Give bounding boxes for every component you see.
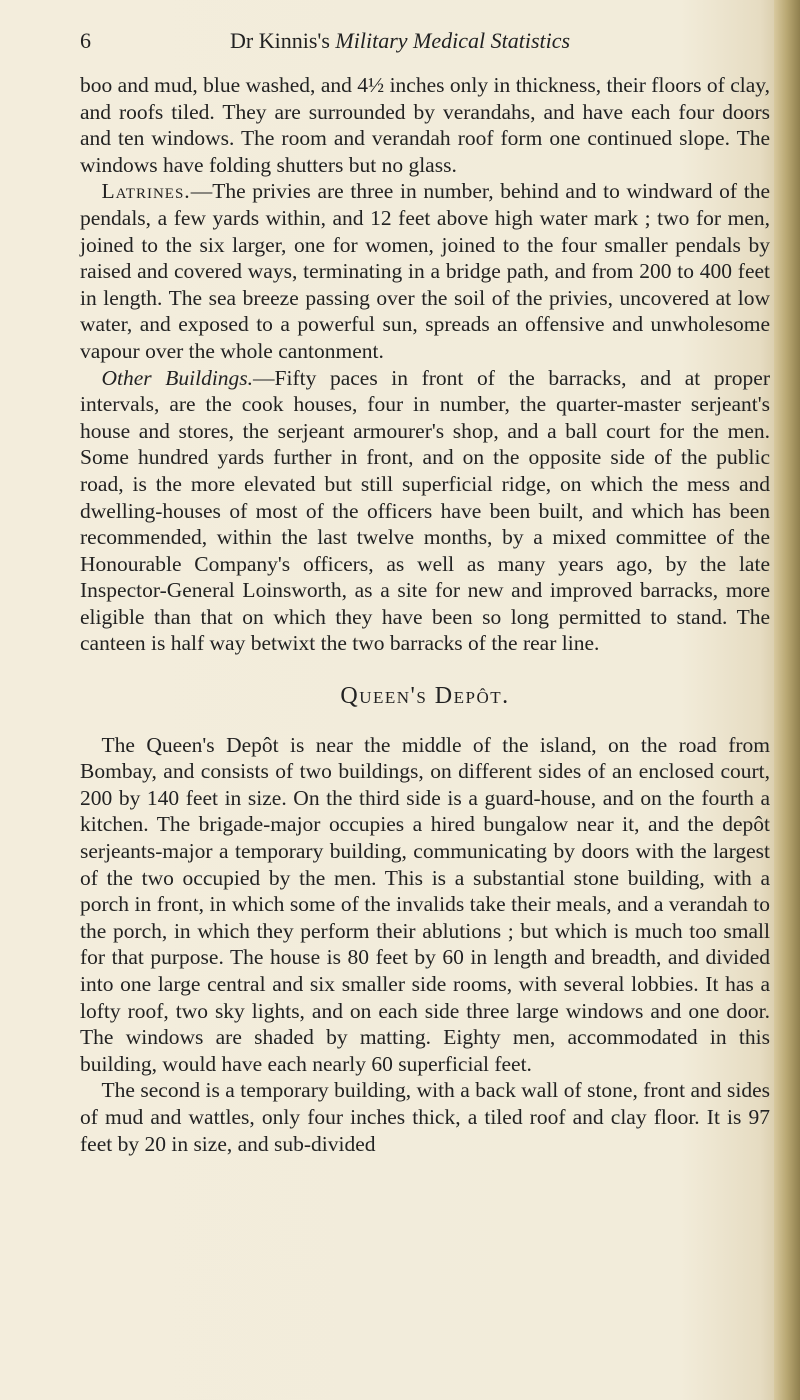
- depot-text-1: The Queen's Depôt is near the middle of the island, on the road from Bombay, and consists of two buildings, on different sides of an enclosed court, 200 by 140 feet in size. On the third side is a guard-house, and on the fourth a kitchen. The brigade-major occupies a hired bungalow near it, and the depôt serjeants-major a temporary building, communicating by doors with the largest of the two occupied by the men. This is a substantial stone building, with a porch in front, in which some of the invalids take their meals, and a verandah to the porch, in which they perform their ablutions ; but which is much too small for that purpose. The house is 80 feet by 60 in length and breadth, and divided into one large central and six smaller side rooms, with several lobbies. It has a lofty roof, two sky lights, and on each side three large windows and one door. The windows are shaded by matting. Eighty men, accommodated in this building, would have each nearly 60 superficial feet.: [80, 732, 770, 1076]
- paragraph-opening: boo and mud, blue washed, and 4½ inches only in thickness, their floors of clay, and roofs tiled. They are surrounded by verandahs, and have each four doors and ten windows. The room and verandah roof form one continued slope. The windows have folding shutters but no glass.: [80, 73, 770, 177]
- section-heading: Queen's Depôt.: [340, 683, 510, 710]
- page-edge: [774, 0, 800, 1400]
- page-content: [80, 22, 770, 1157]
- paragraph-depot-1: [80, 732, 770, 1078]
- running-head-author: Dr Kinnis's: [230, 28, 330, 53]
- paragraph-other-buildings: [80, 365, 770, 658]
- paragraph-latrines: [80, 178, 770, 364]
- page-header: [80, 22, 770, 62]
- latrines-heading: Latrines.: [101, 179, 191, 204]
- latrines-text: —The privies are three in number, behind and to windward of the pendals, a few yards within, and 12 feet above high water mark ; two for men, joined to the six larger, one for women, joined to the four smaller pendals by raised and covered ways, terminating in a bridge path, and from 200 to 400 feet in length. The sea breeze passing over the soil of the privies, uncovered at low water, and exposed to a powerful sun, spreads an offensive and unwholesome vapour over the whole cantonment.: [80, 179, 770, 363]
- running-head-title: Military Medical Statistics: [335, 28, 571, 53]
- running-head: [230, 28, 570, 55]
- page-number: 6: [80, 28, 91, 53]
- paragraph-depot-2: [80, 1077, 770, 1157]
- other-buildings-text: —Fifty paces in front of the barracks, and at proper intervals, are the cook houses, four in number, the quarter-master serjeant's house and stores, the serjeant armourer's shop, and a ball court for the men. Some hundred yards further in front, and on the opposite side of the public road, is the more elevated but still superficial ridge, on which the mess and dwelling-houses of most of the officers have been built, and which has been recommended, within the last twelve months, by a mixed committee of the Honourable Company's officers, as well as many years ago, by the late Inspector-General Loinsworth, as a site for new and improved barracks, more eligible than that on which they have been so long permitted to stand. The canteen is half way betwixt the two barracks of the rear line.: [80, 365, 770, 656]
- depot-text-2: The second is a temporary building, with a back wall of stone, front and sides of mud and wattles, only four inches thick, a tiled roof and clay floor. It is 97 feet by 20 in size, and sub-divided: [80, 1078, 770, 1156]
- other-buildings-heading: Other Buildings.: [101, 365, 254, 390]
